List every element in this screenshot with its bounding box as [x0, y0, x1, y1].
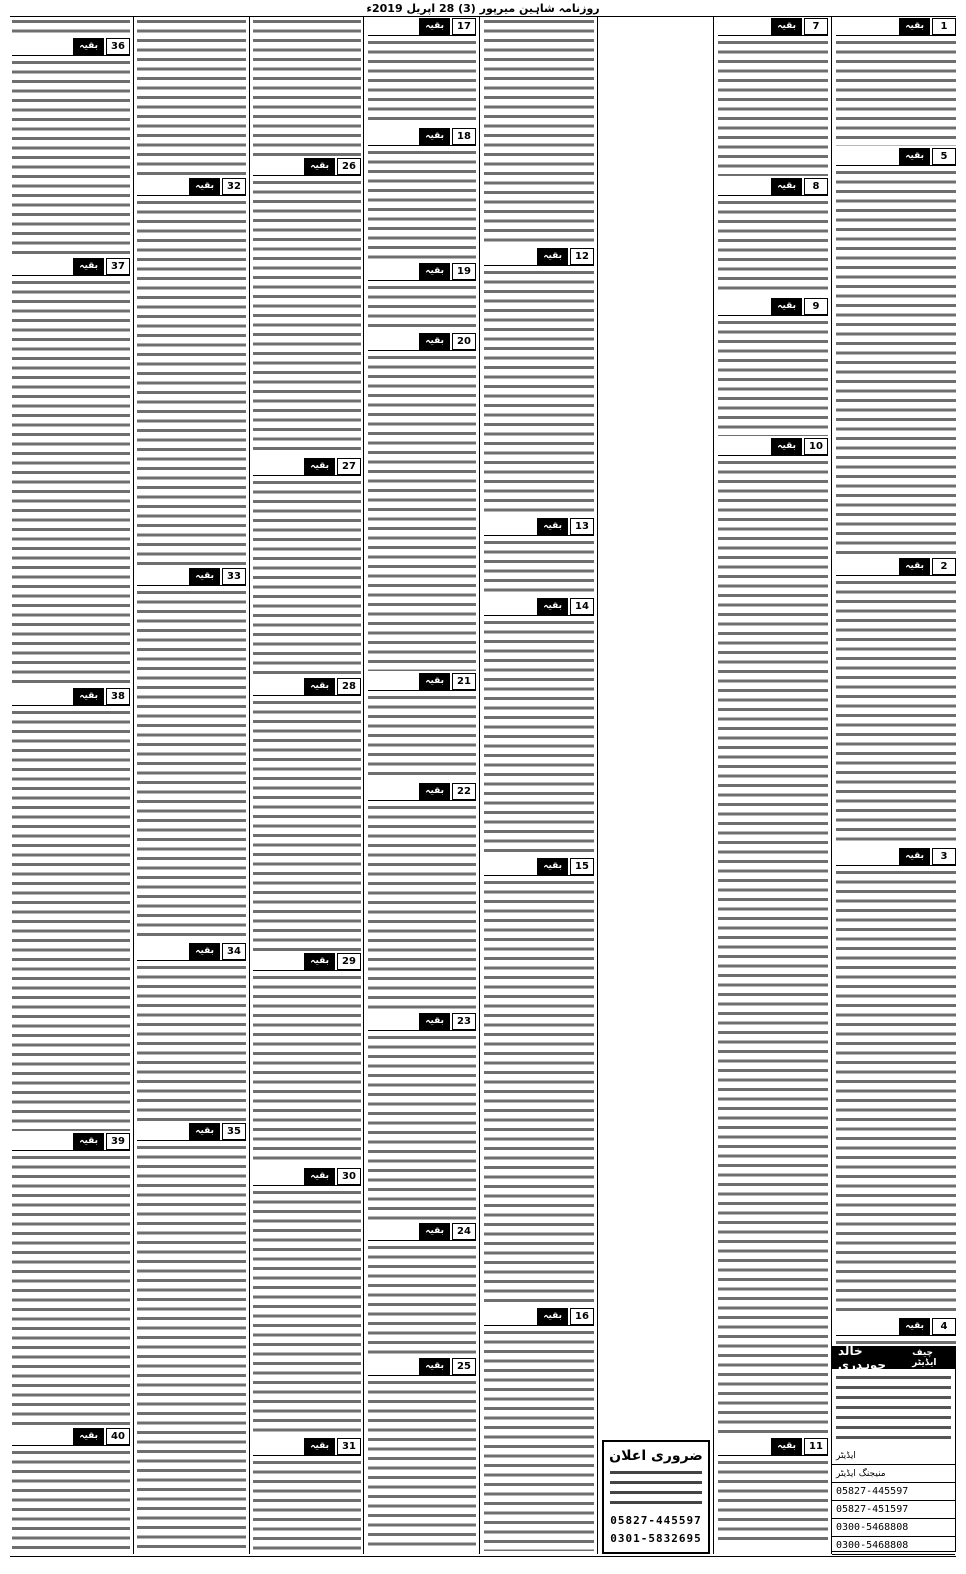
continuation-item-33	[137, 567, 246, 942]
continuation-item-34	[137, 942, 246, 1122]
item-tag: بقیہ	[419, 783, 450, 800]
column-7	[12, 17, 130, 1554]
phone-row	[832, 1537, 955, 1555]
item-tag: بقیہ	[419, 128, 450, 145]
item-number: 16	[570, 1308, 594, 1325]
item-tag: بقیہ	[537, 598, 568, 615]
item-tag: بقیہ	[189, 568, 220, 585]
item-number: 33	[222, 568, 246, 585]
continuation-item-38	[12, 687, 130, 1132]
item-tag: بقیہ	[899, 558, 930, 575]
page-header: روزنامہ شاہین میرپور (3) 28 اپریل 2019ء	[366, 2, 600, 15]
continuation-item-8	[718, 177, 828, 297]
column-3	[484, 17, 594, 1554]
item-number: 27	[337, 458, 361, 475]
item-number: 18	[452, 128, 476, 145]
item-number: 38	[106, 688, 130, 705]
item-number: 13	[570, 518, 594, 535]
item-number: 9	[804, 298, 828, 315]
item-tag: بقیہ	[899, 1318, 930, 1335]
continuation-item-39	[12, 1132, 130, 1427]
item-number: 8	[804, 178, 828, 195]
item-number: 30	[337, 1168, 361, 1185]
chief-editor-name: خالد چوہدری	[838, 1344, 887, 1372]
item-number: 3	[932, 848, 956, 865]
item-number: 21	[452, 673, 476, 690]
phone-row	[832, 1501, 955, 1519]
item-number: 35	[222, 1123, 246, 1140]
notice-ad-box	[602, 1440, 710, 1554]
continuation-item-18	[368, 127, 476, 262]
item-tag: بقیہ	[304, 158, 335, 175]
page-footer-rule	[10, 1556, 956, 1571]
item-tag: بقیہ	[419, 1223, 450, 1240]
managing-editor-row	[832, 1465, 955, 1483]
item-tag: بقیہ	[304, 458, 335, 475]
continuation-item-3	[836, 847, 956, 1317]
item-number: 39	[106, 1133, 130, 1150]
item-tag: بقیہ	[771, 1438, 802, 1455]
item-number: 37	[106, 258, 130, 275]
continuation-item-10	[718, 437, 828, 1437]
item-tag: بقیہ	[537, 518, 568, 535]
continuation-item-27	[253, 457, 361, 677]
item-tag: بقیہ	[189, 178, 220, 195]
editor-label: ایڈیٹر	[836, 1450, 856, 1461]
continuation-item-28	[253, 677, 361, 952]
item-tag: بقیہ	[771, 438, 802, 455]
continuation-item-lead	[484, 17, 594, 247]
item-tag: بقیہ	[899, 18, 930, 35]
item-tag: بقیہ	[419, 1358, 450, 1375]
item-tag: بقیہ	[73, 258, 104, 275]
item-number: 14	[570, 598, 594, 615]
continuation-item-37	[12, 257, 130, 687]
item-tag: بقیہ	[304, 1168, 335, 1185]
item-number: 28	[337, 678, 361, 695]
continuation-item-17	[368, 17, 476, 127]
ad-phone-2: 0301-5832695	[610, 1532, 702, 1545]
continuation-item-24	[368, 1222, 476, 1357]
continuation-item-2	[836, 557, 956, 847]
phone-number: 05827-451597	[836, 1504, 909, 1515]
item-number: 25	[452, 1358, 476, 1375]
continuation-item-14	[484, 597, 594, 857]
continuation-item-26	[253, 157, 361, 457]
item-number: 12	[570, 248, 594, 265]
item-number: 26	[337, 158, 361, 175]
item-number: 5	[932, 148, 956, 165]
item-number: 11	[804, 1438, 828, 1455]
item-tag: بقیہ	[73, 1133, 104, 1150]
continuation-item-40	[12, 1427, 130, 1554]
item-number: 32	[222, 178, 246, 195]
item-number: 24	[452, 1223, 476, 1240]
item-tag: بقیہ	[899, 148, 930, 165]
continuation-item-15	[484, 857, 594, 1307]
column-4	[368, 17, 476, 1554]
item-number: 23	[452, 1013, 476, 1030]
item-number: 15	[570, 858, 594, 875]
phone-row	[832, 1519, 955, 1537]
item-number: 19	[452, 263, 476, 280]
continuation-item-25	[368, 1357, 476, 1552]
item-number: 34	[222, 943, 246, 960]
chief-editor-banner	[832, 1344, 955, 1372]
item-tag: بقیہ	[73, 38, 104, 55]
continuation-item-32	[137, 177, 246, 567]
column-rule	[831, 17, 832, 1554]
continuation-item-20	[368, 332, 476, 672]
item-tag: بقیہ	[537, 248, 568, 265]
continuation-item-22	[368, 782, 476, 1012]
continuation-item-12	[484, 247, 594, 517]
column-6	[137, 17, 246, 1554]
item-tag: بقیہ	[537, 858, 568, 875]
continuation-item-1	[836, 17, 956, 147]
editorial-contacts-box	[831, 1346, 956, 1552]
continuation-item-16	[484, 1307, 594, 1552]
continuation-item-29	[253, 952, 361, 1167]
item-tag: بقیہ	[73, 688, 104, 705]
item-number: 4	[932, 1318, 956, 1335]
editor-row	[832, 1447, 955, 1465]
item-number: 2	[932, 558, 956, 575]
item-tag: بقیہ	[771, 18, 802, 35]
column-1	[836, 17, 956, 1554]
continuation-item-21	[368, 672, 476, 782]
item-number: 20	[452, 333, 476, 350]
ad-phone-1: 05827-445597	[610, 1514, 702, 1527]
item-number: 1	[932, 18, 956, 35]
managing-editor-label: منیجنگ ایڈیٹر	[836, 1468, 886, 1479]
continuation-item-7	[718, 17, 828, 177]
item-tag: بقیہ	[419, 1013, 450, 1030]
item-tag: بقیہ	[304, 678, 335, 695]
item-tag: بقیہ	[771, 298, 802, 315]
phone-row	[832, 1483, 955, 1501]
continuation-item-lead	[253, 17, 361, 157]
continuation-item-13	[484, 517, 594, 597]
item-tag: بقیہ	[419, 673, 450, 690]
item-tag: بقیہ	[771, 178, 802, 195]
item-tag: بقیہ	[189, 943, 220, 960]
item-number: 10	[804, 438, 828, 455]
continuation-item-11	[718, 1437, 828, 1547]
continuation-item-36	[12, 37, 130, 257]
item-tag: بقیہ	[73, 1428, 104, 1445]
item-tag: بقیہ	[304, 1438, 335, 1455]
continuation-item-lead	[137, 17, 246, 177]
column-rule	[597, 17, 598, 1554]
continuation-item-5	[836, 147, 956, 557]
continuation-item-9	[718, 297, 828, 437]
item-number: 17	[452, 18, 476, 35]
phone-number: 0300-5468808	[836, 1540, 909, 1551]
column-rule	[133, 17, 134, 1554]
item-tag: بقیہ	[899, 848, 930, 865]
column-rule	[479, 17, 480, 1554]
continuation-item-19	[368, 262, 476, 332]
item-number: 31	[337, 1438, 361, 1455]
item-number: 7	[804, 18, 828, 35]
item-tag: بقیہ	[419, 333, 450, 350]
chief-editor-label: چیف ایڈیٹر	[912, 1348, 937, 1368]
item-tag: بقیہ	[304, 953, 335, 970]
item-number: 40	[106, 1428, 130, 1445]
item-number: 22	[452, 783, 476, 800]
item-tag: بقیہ	[189, 1123, 220, 1140]
item-number: 29	[337, 953, 361, 970]
continuation-item-lead	[12, 17, 130, 37]
phone-number: 0300-5468808	[836, 1522, 909, 1533]
item-tag: بقیہ	[419, 18, 450, 35]
column-5	[253, 17, 361, 1554]
column-rule	[249, 17, 250, 1554]
continuation-item-30	[253, 1167, 361, 1437]
item-tag: بقیہ	[419, 263, 450, 280]
column-rule	[363, 17, 364, 1554]
ad-title: ضروری اعلان	[609, 1448, 703, 1464]
phone-number: 05827-445597	[836, 1486, 909, 1497]
column-2	[718, 17, 828, 1554]
item-tag: بقیہ	[537, 1308, 568, 1325]
continuation-item-23	[368, 1012, 476, 1222]
column-rule	[713, 17, 714, 1554]
item-number: 36	[106, 38, 130, 55]
continuation-item-31	[253, 1437, 361, 1552]
continuation-item-35	[137, 1122, 246, 1552]
